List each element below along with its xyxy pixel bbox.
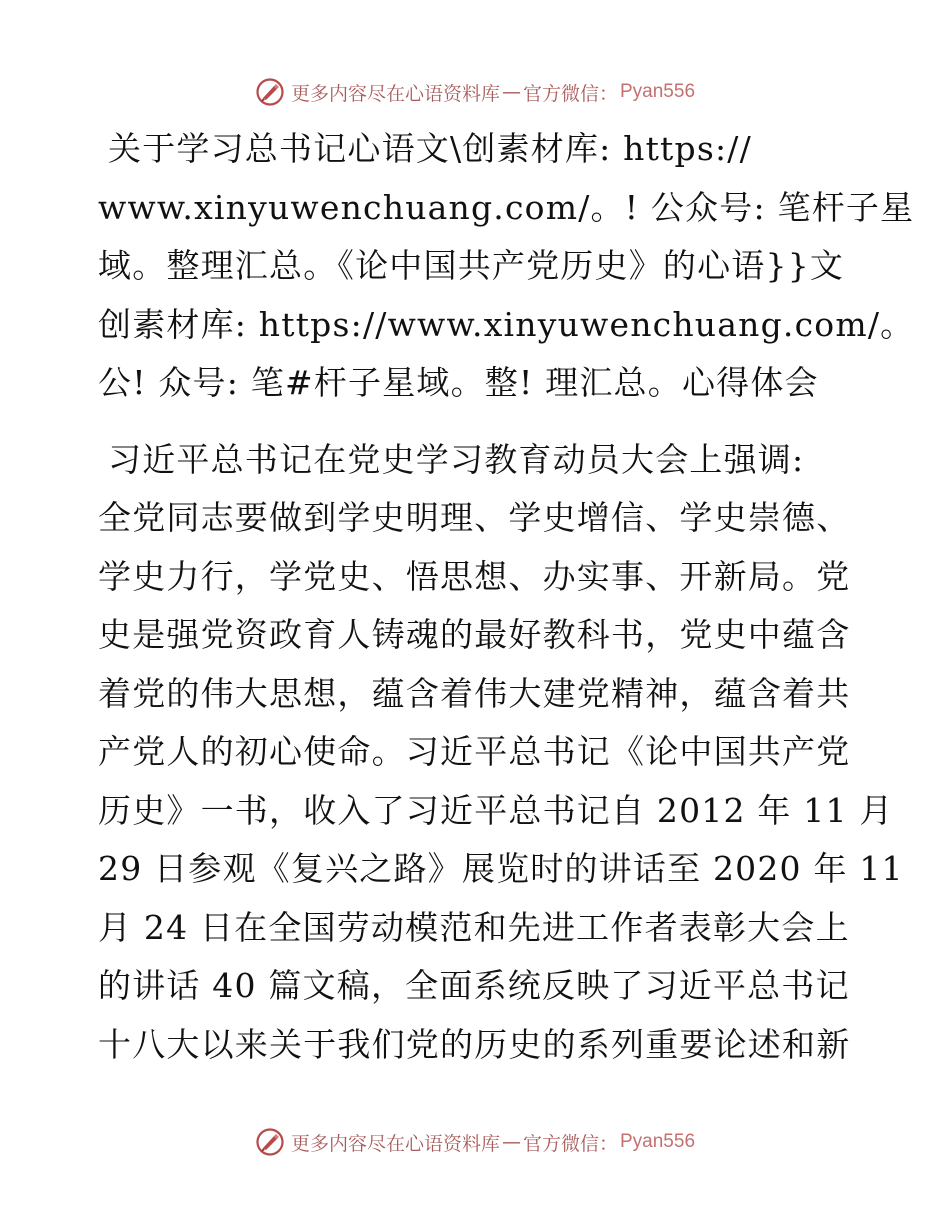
pen-logo-icon xyxy=(255,1127,285,1157)
banner-separator: — xyxy=(501,1131,521,1153)
banner-wechat-label: 官方微信： xyxy=(522,1132,618,1155)
paragraph-gap xyxy=(98,413,858,431)
text-line: 月 24 日在全国劳动模范和先进工作者表彰大会上 xyxy=(98,907,850,947)
banner-account: Pyan556 xyxy=(620,1131,696,1152)
text-line: 历史》一书，收入了习近平总书记自 2012 年 11 月 xyxy=(98,790,894,830)
text-line: 关于学习总书记心语文\创素材库: https:// xyxy=(108,129,752,168)
header-banner xyxy=(0,72,950,112)
text-line: www.xinyuwenchuang.com/。! 公众号: 笔杆子星 xyxy=(98,187,915,227)
text-line: 产党人的初心使命。习近平总书记《论中国共产党 xyxy=(98,732,851,771)
text-line: 十八大以来关于我们党的历史的系列重要论述和新 xyxy=(98,1024,851,1064)
text-line: 史是强党资政育人铸魂的最好教科书，党史中蕴含 xyxy=(98,615,851,654)
banner-separator: — xyxy=(501,81,521,103)
text-line: 习近平总书记在党史学习教育动员大会上强调: xyxy=(108,439,805,479)
text-line: 公! 众号: 笔#杆子星域。整! 理汇总。心得体会 xyxy=(98,363,819,402)
paragraph-main xyxy=(98,431,904,1075)
footer-banner xyxy=(0,1122,950,1162)
text-line: 着党的伟大思想，蕴含着伟大建党精神，蕴含着共 xyxy=(98,673,851,713)
banner-title: 更多内容尽在心语资料库 xyxy=(290,82,500,105)
text-line: 的讲话 40 篇文稿，全面系统反映了习近平总书记 xyxy=(98,966,850,1005)
banner-title: 更多内容尽在心语资料库 xyxy=(290,1132,500,1155)
text-line: 29 日参观《复兴之路》展览时的讲话至 2020 年 11 xyxy=(98,849,904,888)
text-line: 全党同志要做到学史明理、学史增信、学史崇德、 xyxy=(98,498,851,537)
pen-logo-icon xyxy=(255,77,285,107)
document-body xyxy=(98,120,915,1074)
paragraph-intro xyxy=(98,120,915,413)
text-line: 域。整理汇总。《论中国共产党历史》的心语}}文 xyxy=(98,246,845,285)
banner-wechat-label: 官方微信： xyxy=(522,82,618,105)
text-line: 创素材库: https://www.xinyuwenchuang.com/。 xyxy=(98,304,915,344)
banner-account: Pyan556 xyxy=(620,81,696,102)
text-line: 学史力行，学党史、悟思想、办实事、开新局。党 xyxy=(98,556,851,596)
